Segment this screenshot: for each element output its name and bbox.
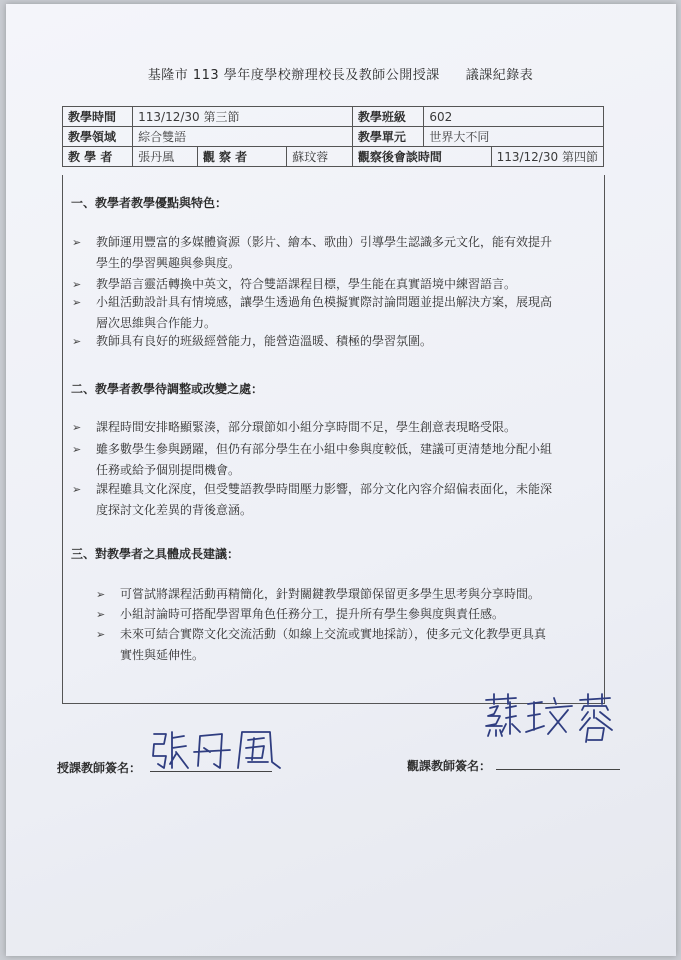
time-value: 113/12/30 第三節 — [133, 107, 353, 127]
unit-value: 世界大不同 — [424, 127, 604, 147]
teacher-signature-label: 授課教師簽名： — [57, 761, 142, 775]
info-row-field — [63, 127, 604, 147]
section-1-title: 一、教學者教學優點與特色： — [71, 196, 228, 210]
section-3-item-3: ➢ 未來可結合實際文化交流活動（如線上交流或實地採訪），使多元文化教學更具真 實性與延伸性。 — [120, 624, 590, 666]
arrow-bullet-icon: ➢ — [96, 588, 106, 601]
document-title — [0, 64, 681, 83]
section-1-item-2: ➢ 教學語言靈活轉換中英文，符合雙語課程目標，學生能在真實語境中練習語言。 — [96, 274, 596, 295]
arrow-bullet-icon: ➢ — [72, 236, 82, 249]
info-row-people — [63, 147, 604, 167]
arrow-bullet-icon: ➢ — [72, 278, 82, 291]
teacher-value: 張丹風 — [133, 147, 198, 167]
teacher-handwritten-signature — [148, 724, 288, 776]
arrow-bullet-icon: ➢ — [72, 296, 82, 309]
observer-signature-label: 觀課教師簽名： — [407, 759, 492, 773]
time-label: 教學時間 — [63, 107, 133, 127]
teacher-label: 教 學 者 — [63, 147, 133, 167]
info-row-time — [63, 107, 604, 127]
observer-signature-line — [496, 769, 620, 770]
section-3-title: 三、對教學者之具體成長建議： — [71, 547, 240, 561]
meeting-time-value: 113/12/30 第四節 — [491, 147, 603, 167]
observer-handwritten-signature — [480, 690, 620, 750]
section-2-title: 二、教學者教學待調整或改變之處： — [71, 382, 264, 396]
class-value: 602 — [424, 107, 604, 127]
section-3-item-1: ➢ 可嘗試將課程活動再精簡化，針對關鍵教學環節保留更多學生思考與分享時間。 — [120, 584, 590, 605]
observer-label: 觀 察 者 — [197, 147, 286, 167]
arrow-bullet-icon: ➢ — [72, 335, 82, 348]
section-2-item-3: ➢ 課程雖具文化深度，但受雙語教學時間壓力影響，部分文化內容介紹偏表面化，未能深 度探討文化差異的背後意涵。 — [96, 479, 596, 521]
meeting-time-label: 觀察後會談時間 — [352, 147, 491, 167]
arrow-bullet-icon: ➢ — [72, 483, 82, 496]
info-table — [62, 106, 604, 167]
observer-value: 蘇玟蓉 — [287, 147, 353, 167]
section-1-item-4: ➢ 教師具有良好的班級經營能力，能營造溫暖、積極的學習氛圍。 — [96, 331, 596, 352]
class-label: 教學班級 — [352, 107, 423, 127]
field-label: 教學領域 — [63, 127, 133, 147]
unit-label: 教學單元 — [352, 127, 423, 147]
section-2-item-1: ➢ 課程時間安排略顯緊湊，部分環節如小組分享時間不足，學生創意表現略受限。 — [96, 417, 596, 438]
title-sub: 議課紀錄表 — [465, 68, 534, 83]
title-main: 基隆市 113 學年度學校辦理校長及教師公開授課 — [147, 68, 440, 83]
arrow-bullet-icon: ➢ — [96, 628, 106, 641]
arrow-bullet-icon: ➢ — [96, 608, 106, 621]
arrow-bullet-icon: ➢ — [72, 443, 82, 456]
field-value: 綜合雙語 — [133, 127, 353, 147]
section-2-item-2: ➢ 雖多數學生參與踴躍，但仍有部分學生在小組中參與度較低，建議可更清楚地分配小組 任務或給予個別提問機會。 — [96, 439, 596, 481]
section-1-item-3: ➢ 小組活動設計具有情境感，讓學生透過角色模擬實際討論問題並提出解決方案，展現高 層次思維與合作能力。 — [96, 292, 596, 334]
section-1-item-1: ➢ 教師運用豐富的多媒體資源（影片、繪本、歌曲）引導學生認識多元文化，能有效提升 學生的學習興趣與參與度。 — [96, 232, 596, 274]
arrow-bullet-icon: ➢ — [72, 421, 82, 434]
section-3-item-2: ➢ 小組討論時可搭配學習單角色任務分工，提升所有學生參與度與責任感。 — [120, 604, 590, 625]
